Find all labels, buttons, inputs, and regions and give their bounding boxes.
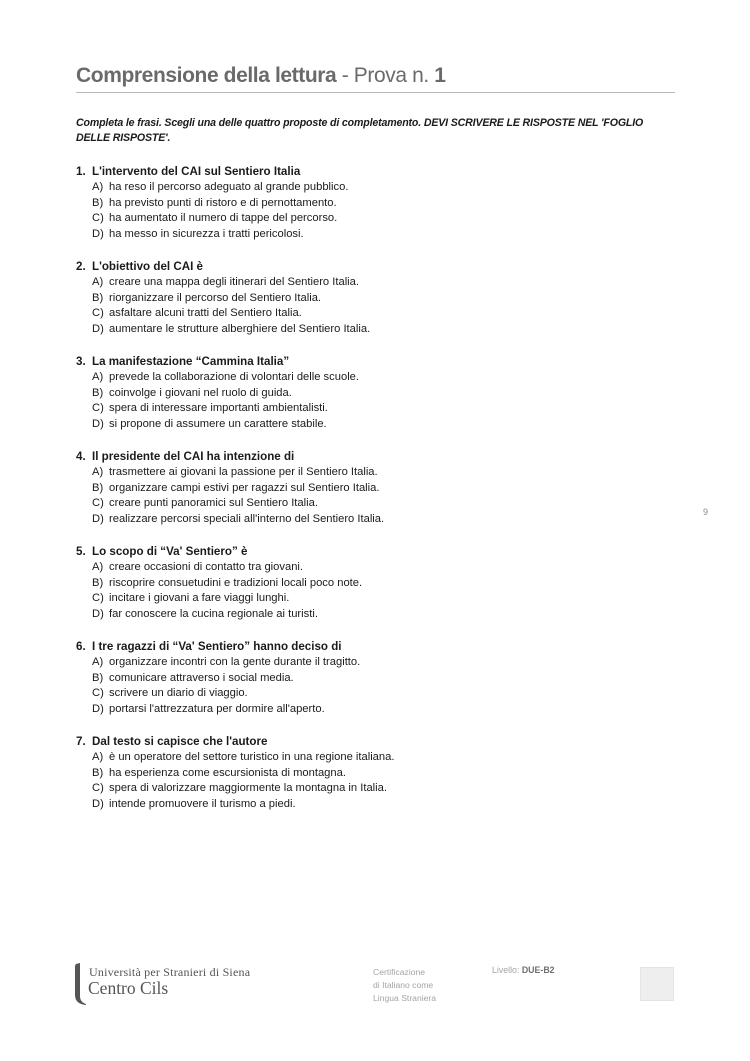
- answer-option: [76, 322, 636, 338]
- option-letter: D): [92, 797, 104, 810]
- option-text: spera di valorizzare maggiormente la montagna in Italia.: [109, 782, 387, 794]
- question-stem: [76, 639, 636, 655]
- option-letter: C): [92, 782, 104, 794]
- question-text: L'obiettivo del CAI è: [92, 260, 203, 273]
- option-text: far conoscere la cucina regionale ai turisti.: [109, 607, 318, 620]
- university-name: Università per Stranieri di Siena: [89, 965, 251, 979]
- answer-option: [76, 781, 636, 797]
- answer-option: [76, 386, 636, 402]
- level-label: Livello:: [492, 965, 522, 975]
- option-text: coinvolge i giovani nel ruolo di guida.: [109, 386, 292, 399]
- question-stem: [76, 354, 636, 370]
- answer-option: [76, 591, 636, 607]
- answer-option: [76, 750, 636, 766]
- answer-option: [76, 671, 636, 687]
- option-text: ha messo in sicurezza i tratti pericolosi.: [109, 227, 304, 240]
- option-letter: C): [92, 307, 104, 319]
- option-text: riscoprire consuetudini e tradizioni locali poco note.: [109, 576, 363, 589]
- question-number: 4.: [76, 450, 86, 463]
- level-indicator: [492, 965, 555, 975]
- option-letter: D): [92, 322, 104, 335]
- header-divider: [76, 92, 675, 93]
- page-header: [76, 64, 675, 88]
- option-text: incitare i giovani a fare viaggi lunghi.: [109, 592, 290, 604]
- option-letter: B): [92, 386, 104, 399]
- question-text: I tre ragazzi di “Va' Sentiero” hanno deciso di: [92, 640, 342, 653]
- option-text: prevede la collaborazione di volontari delle scuole.: [109, 371, 360, 383]
- option-text: ha esperienza come escursionista di montagna.: [109, 766, 346, 779]
- option-text: organizzare campi estivi per ragazzi sul Sentiero Italia.: [109, 481, 380, 494]
- option-letter: B): [92, 196, 104, 209]
- option-text: portarsi l'attrezzatura per dormire all'aperto.: [109, 702, 325, 715]
- option-letter: A): [92, 466, 104, 478]
- option-text: aumentare le strutture alberghiere del Sentiero Italia.: [109, 322, 371, 335]
- answer-option: [76, 465, 636, 481]
- option-text: è un operatore del settore turistico in una regione italiana.: [109, 751, 395, 763]
- option-letter: C): [92, 497, 104, 509]
- answer-option: [76, 417, 636, 433]
- page-number: 9: [703, 507, 709, 517]
- answer-option: [76, 211, 636, 227]
- page-title: [76, 64, 675, 88]
- option-letter: B): [92, 576, 104, 589]
- level-value: DUE-B2: [521, 965, 555, 975]
- option-letter: C): [92, 592, 104, 604]
- option-text: ha aumentato il numero di tappe del percorso.: [109, 212, 338, 224]
- option-text: riorganizzare il percorso del Sentiero Italia.: [109, 291, 322, 304]
- answer-option: [76, 702, 636, 718]
- answer-option: [76, 686, 636, 702]
- answer-option: [76, 370, 636, 386]
- questions-list: [76, 164, 636, 829]
- title-prova: Prova n.: [353, 64, 435, 87]
- option-text: ha previsto punti di ristoro e di pernottamento.: [109, 196, 337, 209]
- cert-line: Certificazione: [373, 967, 426, 977]
- answer-option: [76, 560, 636, 576]
- option-letter: D): [92, 227, 104, 240]
- question-text: Il presidente del CAI ha intenzione di: [92, 450, 295, 463]
- option-text: si propone di assumere un carattere stabile.: [109, 417, 327, 430]
- answer-option: [76, 401, 636, 417]
- question-number: 6.: [76, 640, 86, 653]
- option-text: comunicare attraverso i social media.: [109, 671, 294, 684]
- option-letter: C): [92, 687, 104, 699]
- option-letter: A): [92, 181, 104, 193]
- question-number: 5.: [76, 545, 86, 558]
- question-item: [76, 259, 636, 354]
- option-letter: A): [92, 656, 104, 668]
- option-letter: A): [92, 751, 104, 763]
- answer-option: [76, 306, 636, 322]
- option-letter: B): [92, 766, 104, 779]
- option-text: creare occasioni di contatto tra giovani.: [109, 561, 304, 573]
- question-text: Lo scopo di “Va' Sentiero” è: [92, 545, 248, 558]
- option-letter: D): [92, 607, 104, 620]
- question-item: [76, 164, 636, 259]
- option-text: asfaltare alcuni tratti del Sentiero Italia.: [109, 307, 302, 319]
- option-letter: A): [92, 276, 104, 288]
- answer-option: [76, 291, 636, 307]
- answer-option: [76, 227, 636, 243]
- option-text: spera di interessare importanti ambientalisti.: [109, 402, 328, 414]
- answer-option: [76, 275, 636, 291]
- answer-option: [76, 512, 636, 528]
- question-item: [76, 639, 636, 734]
- option-letter: B): [92, 481, 104, 494]
- corner-mark: [640, 967, 674, 1001]
- answer-option: [76, 655, 636, 671]
- question-stem: [76, 734, 636, 750]
- footer-logo: [72, 962, 272, 1006]
- centro-cils-name: Centro Cils: [88, 978, 169, 998]
- option-text: trasmettere ai giovani la passione per il Sentiero Italia.: [109, 466, 378, 478]
- title-main: Comprensione della lettura: [76, 64, 337, 87]
- answer-option: [76, 797, 636, 813]
- answer-option: [76, 766, 636, 782]
- question-stem: [76, 449, 636, 465]
- question-stem: [76, 164, 636, 180]
- question-item: [76, 544, 636, 639]
- question-stem: [76, 544, 636, 560]
- question-text: Dal testo si capisce che l'autore: [92, 735, 268, 748]
- option-letter: B): [92, 671, 104, 684]
- option-text: scrivere un diario di viaggio.: [109, 687, 248, 699]
- certification-text: [373, 966, 436, 1005]
- question-item: [76, 354, 636, 449]
- option-letter: C): [92, 212, 104, 224]
- title-separator: -: [336, 64, 354, 87]
- question-stem: [76, 259, 636, 275]
- cert-line: Lingua Straniera: [373, 993, 437, 1003]
- question-item: [76, 734, 636, 829]
- question-number: 3.: [76, 355, 86, 368]
- question-item: [76, 449, 636, 544]
- university-logo-icon: [72, 962, 88, 1006]
- question-text: L'intervento del CAI sul Sentiero Italia: [92, 165, 301, 178]
- option-letter: A): [92, 371, 104, 383]
- title-number: 1: [434, 64, 446, 87]
- question-text: La manifestazione “Cammina Italia”: [92, 355, 290, 368]
- question-number: 7.: [76, 735, 86, 748]
- option-letter: D): [92, 417, 104, 430]
- option-letter: C): [92, 402, 104, 414]
- answer-option: [76, 481, 636, 497]
- question-number: 1.: [76, 165, 86, 178]
- option-text: creare punti panoramici sul Sentiero Italia.: [109, 497, 318, 509]
- option-text: realizzare percorsi speciali all'interno del Sentiero Italia.: [109, 512, 385, 525]
- option-letter: B): [92, 291, 104, 304]
- answer-option: [76, 196, 636, 212]
- option-text: ha reso il percorso adeguato al grande pubblico.: [109, 181, 349, 193]
- question-number: 2.: [76, 260, 86, 273]
- instructions-text: Completa le frasi. Scegli una delle quattro proposte di completamento. DEVI SCRIVERE LE RISPOSTE NEL 'FOGLIO DELLE RISPOSTE'.: [76, 117, 644, 144]
- answer-option: [76, 576, 636, 592]
- answer-option: [76, 180, 636, 196]
- answer-option: [76, 496, 636, 512]
- option-text: creare una mappa degli itinerari del Sentiero Italia.: [109, 276, 359, 288]
- option-text: organizzare incontri con la gente durante il tragitto.: [109, 656, 361, 668]
- option-text: intende promuovere il turismo a piedi.: [109, 797, 296, 810]
- cert-line: di Italiano come: [373, 980, 434, 990]
- answer-option: [76, 607, 636, 623]
- option-letter: D): [92, 512, 104, 525]
- option-letter: A): [92, 561, 104, 573]
- option-letter: D): [92, 702, 104, 715]
